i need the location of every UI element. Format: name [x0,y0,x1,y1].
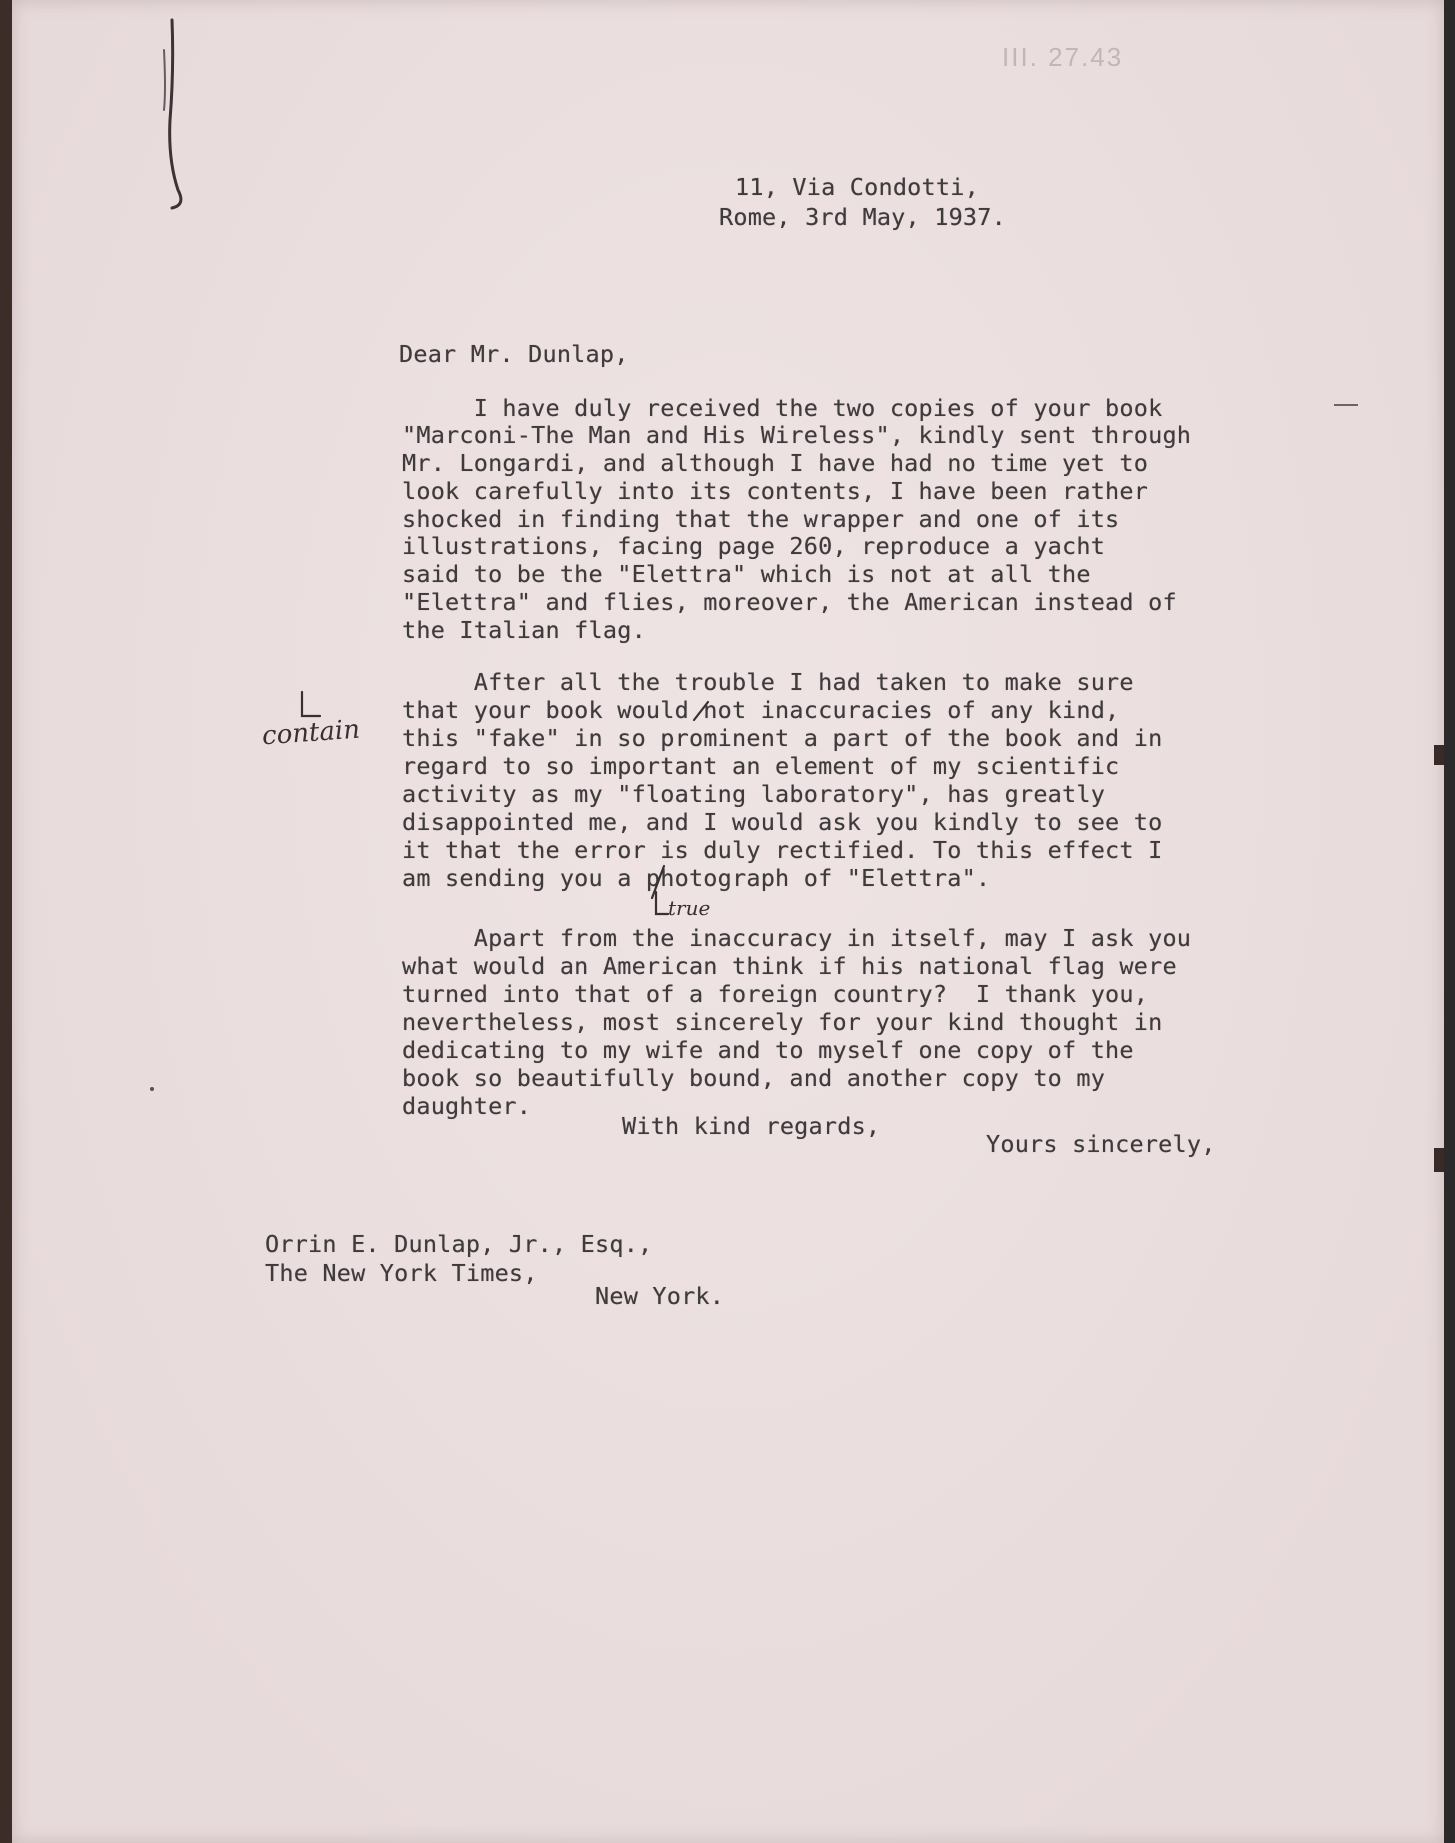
insertion-caret-contain [298,690,322,720]
handwritten-insertion-true: true [668,896,711,920]
paragraph-2-line: regard to so important an element of my scientific [402,752,1120,780]
paragraph-3-line: daughter. [402,1092,532,1120]
page-edge-notch [1434,745,1444,765]
scan-border-left [0,0,12,1843]
paragraph-3-line: Apart from the inaccuracy in itself, may I ask you [402,924,1192,952]
paragraph-1-line: said to be the "Elettra" which is not at all the [402,560,1091,588]
margin-dot [150,1087,154,1091]
handwritten-insertion-contain: contain [261,714,361,752]
letter-date: Rome, 3rd May, 1937. [719,203,1006,231]
insertion-mark-line-2 [690,696,714,726]
paper-clip-mark [152,10,202,210]
margin-tick [1334,404,1358,406]
paragraph-3-line: dedicating to my wife and to myself one copy of the [402,1036,1134,1064]
closing-line: Yours sincerely, [986,1130,1216,1158]
paragraph-3-line: what would an American think if his national flag were [402,952,1177,980]
paragraph-2-line: that your book would not inaccuracies of any kind, [402,696,1120,724]
scan-border-right [1444,0,1455,1843]
paragraph-2-line: activity as my "floating laboratory", has greatly [402,780,1106,808]
salutation: Dear Mr. Dunlap, [399,340,629,368]
paragraph-2-line: disappointed me, and I would ask you kindly to see to [402,808,1163,836]
paragraph-2-line: After all the trouble I had taken to make sure [402,668,1134,696]
page-edge-notch [1434,1148,1444,1172]
sender-address: 11, Via Condotti, [735,173,979,201]
recipient-name: Orrin E. Dunlap, Jr., Esq., [265,1230,653,1258]
paragraph-1-line: "Marconi-The Man and His Wireless", kindly sent through [402,421,1192,449]
paragraph-3-line: book so beautifully bound, and another copy to my [402,1064,1106,1092]
paragraph-1-line: Mr. Longardi, and although I have had no time yet to [402,449,1149,477]
recipient-city: New York. [595,1282,725,1310]
letter-page [12,0,1444,1843]
paragraph-1-line: the Italian flag. [402,616,646,644]
recipient-organization: The New York Times, [265,1259,538,1287]
paragraph-3-line: nevertheless, most sincerely for your kind thought in [402,1008,1163,1036]
paragraph-1-line: illustrations, facing page 260, reproduce a yacht [402,532,1106,560]
regards-line: With kind regards, [622,1112,881,1140]
paragraph-3-line: turned into that of a foreign country? I thank you, [402,980,1149,1008]
paragraph-2-line: it that the error is duly rectified. To this effect I [402,836,1163,864]
paragraph-1-line: shocked in finding that the wrapper and one of its [402,505,1120,533]
paragraph-2-line: this "fake" in so prominent a part of the book and in [402,724,1163,752]
paragraph-1-line: I have duly received the two copies of your book [402,394,1163,422]
paragraph-1-line: look carefully into its contents, I have been rather [402,477,1149,505]
paragraph-2-line: am sending you a photograph of "Elettra". [402,864,991,892]
archive-reference-mark: III. 27.43 [1002,42,1124,72]
paragraph-1-line: "Elettra" and flies, moreover, the American instead of [402,588,1177,616]
